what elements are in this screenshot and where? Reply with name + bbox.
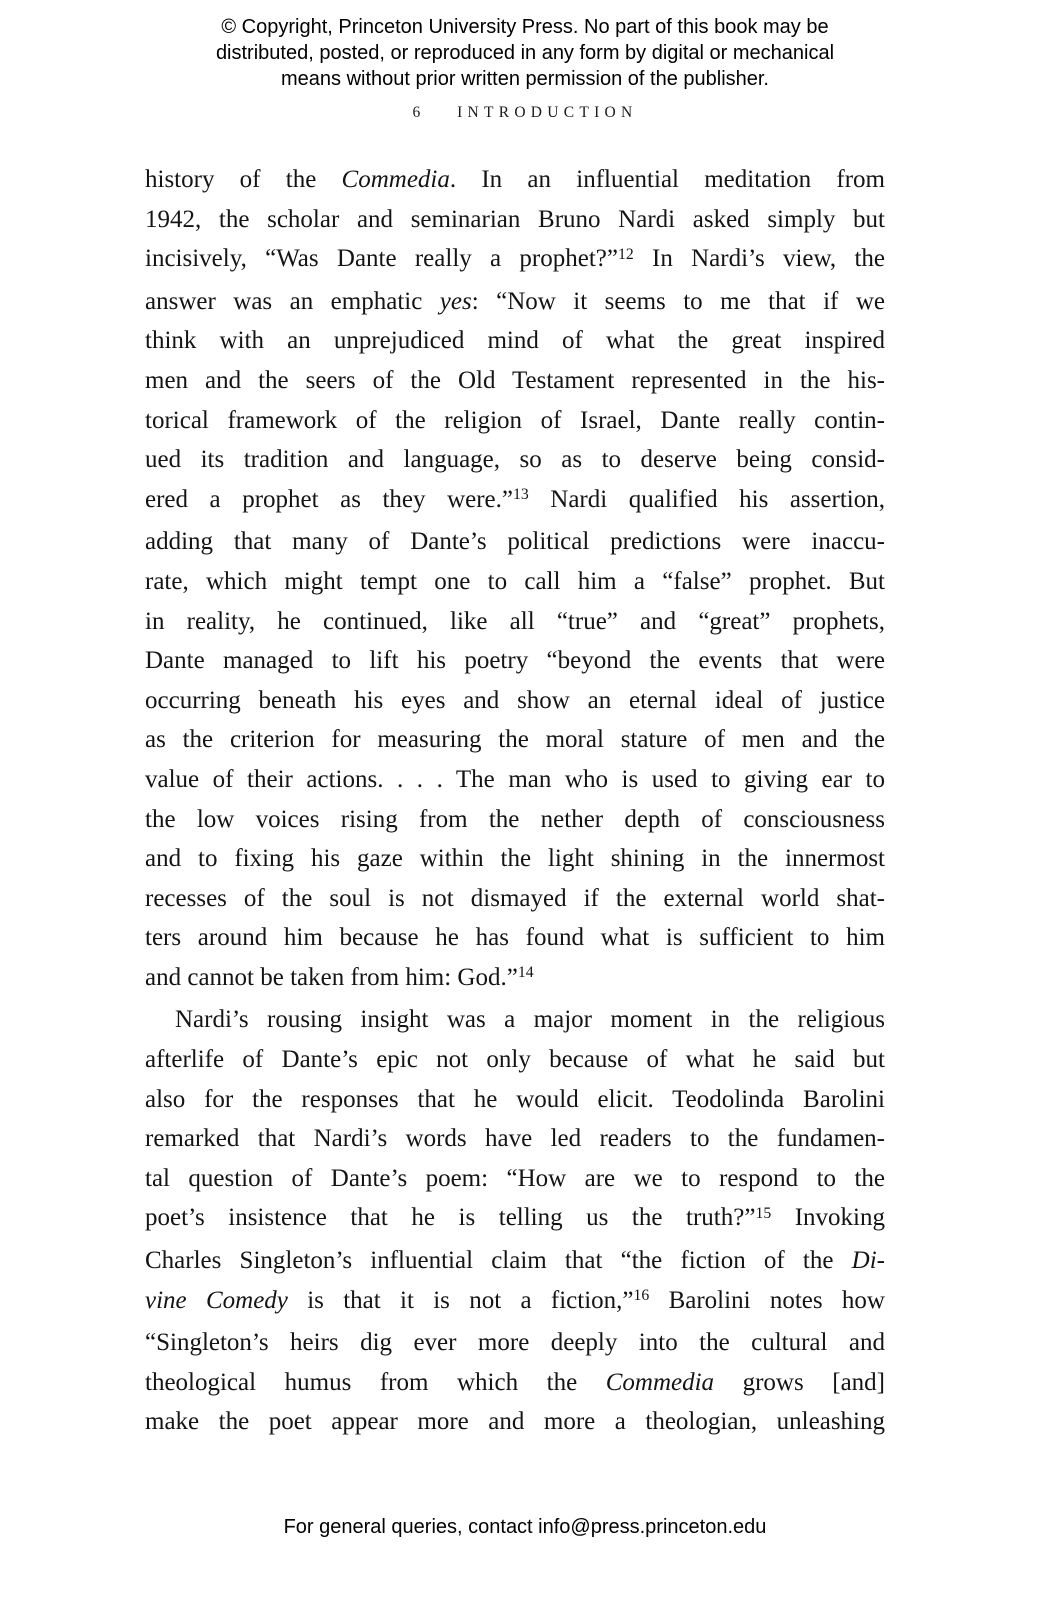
text-segment: recesses of the soul is not dismayed if the external world shat-	[145, 884, 885, 912]
text-segment: . In an influential meditation from	[449, 166, 885, 193]
text-segment: men and the seers of the Old Testament represented in the his-	[145, 366, 885, 394]
text-line	[145, 480, 885, 523]
text-segment: Commedia	[605, 1368, 715, 1396]
text-segment: ters around him because he has found what is sufficient to him	[145, 924, 885, 952]
text-segment: rate, which might tempt one to call him a “false” prophet. But	[145, 567, 885, 595]
text-segment: 1942, the scholar and seminarian Bruno Nardi asked simply but	[145, 205, 885, 233]
text-line	[145, 1040, 885, 1080]
footnote-ref: 14	[517, 964, 534, 982]
footer-queries: For general queries, contact info@press.princeton.edu	[283, 1516, 767, 1538]
text-line	[145, 562, 885, 602]
text-segment: grows [and]	[714, 1368, 885, 1396]
text-segment: and to fixing his gaze within the light shining in the innermost	[145, 845, 885, 873]
text-segment: torical framework of the religion of Israel, Dante really contin-	[145, 406, 885, 434]
text-segment: as the criterion for measuring the moral stature of men and the	[145, 726, 885, 754]
text-segment: “Singleton’s heirs dig ever more deeply into the cultural and	[145, 1329, 885, 1357]
text-segment: also for the responses that he would elicit. Teodolinda Barolini	[145, 1085, 885, 1113]
text-line	[145, 918, 885, 958]
text-segment: tal question of Dante’s poem: “How are we to respond to the	[145, 1164, 885, 1192]
text-line	[145, 800, 885, 840]
text-segment: remarked that Nardi’s words have led readers to the fundamen-	[145, 1125, 885, 1153]
text-line	[145, 879, 885, 919]
text-line	[145, 1281, 885, 1324]
page-number: 6	[412, 104, 424, 121]
text-segment: : “Now it seems to me that if we	[471, 287, 885, 315]
running-head	[0, 104, 1050, 122]
text-line	[145, 1363, 885, 1403]
text-line	[145, 958, 885, 1001]
footnote-ref: 15	[755, 1204, 772, 1222]
text-line	[145, 401, 885, 441]
text-segment: and cannot be taken from him: God.”	[145, 963, 518, 991]
text-line	[145, 200, 885, 240]
text-line	[145, 282, 885, 322]
text-segment: think with an unprejudiced mind of what the great inspired	[145, 327, 885, 355]
text-line	[145, 1080, 885, 1120]
text-line	[145, 1000, 885, 1040]
copyright-notice	[0, 0, 1050, 92]
text-segment: answer was an emphatic	[145, 287, 440, 315]
text-segment: Nardi’s rousing insight was a major moment in the religious	[175, 1006, 885, 1034]
text-segment: ued its tradition and language, so as to deserve being consid-	[145, 446, 885, 474]
copyright-line: distributed, posted, or reproduced in any form by digital or mechanical	[215, 42, 835, 64]
text-line	[145, 239, 885, 282]
text-line	[145, 1323, 885, 1363]
text-segment: in reality, he continued, like all “true” and “great” prophets,	[145, 607, 885, 635]
text-segment: history of the	[145, 166, 342, 193]
text-segment: Charles Singleton’s influential claim that “the fiction of the	[145, 1247, 852, 1275]
text-segment: incisively, “Was Dante really a prophet?”	[145, 245, 618, 273]
copyright-line: means without prior written permission of the publisher.	[280, 68, 769, 90]
text-segment: Nardi qualified his assertion,	[528, 485, 885, 513]
text-segment: Barolini notes how	[649, 1286, 885, 1314]
text-line	[145, 160, 885, 200]
text-segment: poet’s insistence that he is telling us the truth?”	[145, 1204, 756, 1232]
body-text	[145, 160, 885, 1442]
text-line	[145, 1241, 885, 1281]
text-segment: adding that many of Dante’s political predictions were inaccu-	[145, 528, 885, 556]
text-segment: is that it is not a fiction,”	[287, 1286, 634, 1314]
footnote-ref: 16	[633, 1287, 650, 1305]
text-line	[145, 681, 885, 721]
text-line	[145, 1198, 885, 1241]
text-line	[145, 1159, 885, 1199]
copyright-line: © Copyright, Princeton University Press. No part of this book may be	[221, 16, 829, 38]
text-line	[145, 760, 885, 800]
text-segment: vine Comedy	[145, 1286, 288, 1314]
text-line	[145, 839, 885, 879]
footnote-ref: 12	[617, 245, 634, 263]
text-segment: the low voices rising from the nether depth of consciousness	[145, 805, 885, 833]
text-segment: Commedia	[341, 166, 450, 193]
text-line	[145, 720, 885, 760]
text-line	[145, 440, 885, 480]
text-segment: value of their actions. . . . The man who is used to giving ear to	[145, 765, 885, 793]
text-segment: Di-	[851, 1247, 885, 1275]
text-line	[145, 641, 885, 681]
text-segment: Invoking	[771, 1204, 885, 1232]
text-line	[145, 522, 885, 562]
text-segment: afterlife of Dante’s epic not only because of what he said but	[145, 1046, 885, 1074]
text-segment: Dante managed to lift his poetry “beyond the events that were	[145, 647, 885, 675]
text-segment: In Nardi’s view, the	[633, 245, 885, 273]
chapter-title: INTRODUCTION	[457, 104, 638, 121]
text-line	[145, 1119, 885, 1159]
text-line	[145, 1402, 885, 1442]
text-segment: yes	[439, 287, 472, 315]
text-line	[145, 321, 885, 361]
text-segment: theological humus from which the	[145, 1368, 606, 1396]
footnote-ref: 13	[512, 486, 529, 504]
text-line	[145, 602, 885, 642]
text-segment: occurring beneath his eyes and show an eternal ideal of justice	[145, 686, 885, 714]
text-segment: make the poet appear more and more a theologian, unleashing	[145, 1408, 885, 1436]
text-line	[145, 361, 885, 401]
text-segment: ered a prophet as they were.”	[145, 485, 513, 513]
